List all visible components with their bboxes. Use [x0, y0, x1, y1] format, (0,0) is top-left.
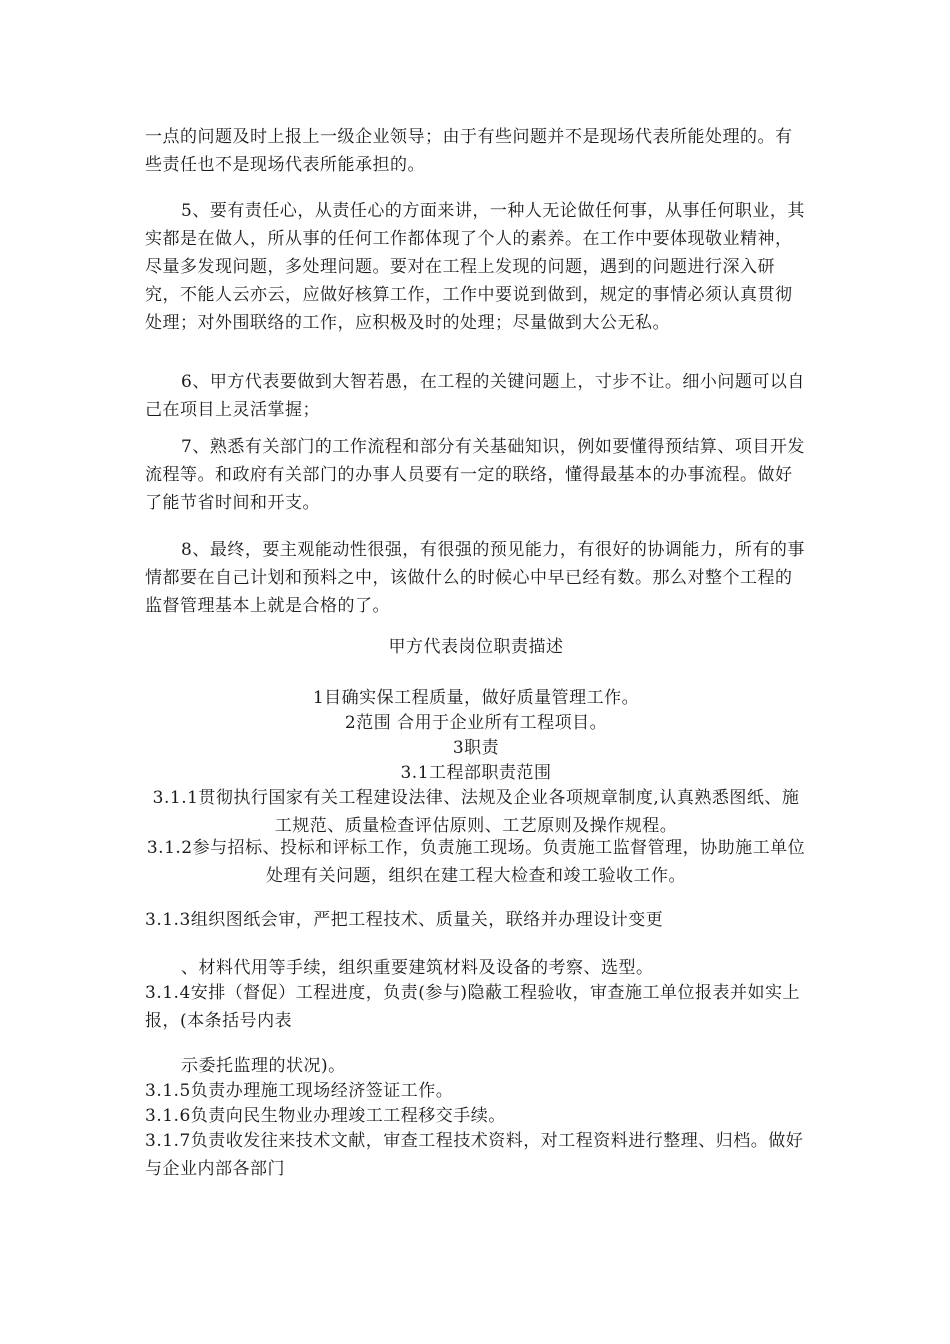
- paragraph-continuation: 一点的问题及时上报上一级企业领导；由于有些问题并不是现场代表所能处理的。有些责任也不是现场代表所能承担的。: [145, 127, 793, 175]
- section-line-2: 2范围 合用于企业所有工程项目。: [344, 713, 608, 733]
- section-line-3-1-2: 3.1.2参与招标、投标和评标工作，负责施工现场。负责施工监督管理，协助施工单位处理有关问题，组织在建工程大检查和竣工验收工作。: [146, 838, 806, 886]
- paragraph-item-6: 6、甲方代表要做到大智若愚，在工程的关键问题上，寸步不让。细小问题可以自己在项目上灵活掌握；: [145, 372, 805, 420]
- section-line-3-1-5: 3.1.5负责办理施工现场经济签证工作。: [145, 1081, 454, 1101]
- section-line-3-1-3: 3.1.3组织图纸会审，严把工程技术、质量关，联络并办理设计变更: [145, 910, 664, 930]
- section-title: 甲方代表岗位职责描述: [388, 637, 564, 657]
- paragraph-item-8: 8、最终，要主观能动性很强，有很强的预见能力，有很好的协调能力，所有的事情都要在自己计划和预料之中，该做什么的时候心中早已经有数。那么对整个工程的监督管理基本上就是合格的了。: [145, 540, 805, 616]
- section-line-3: 3职责: [452, 738, 500, 758]
- section-line-3-1-3-continued: 、材料代用等手续，组织重要建筑材料及设备的考察、选型。: [181, 958, 654, 978]
- paragraph-item-7: 7、熟悉有关部门的工作流程和部分有关基础知识，例如要懂得预结算、项目开发流程等。和政府有关部门的办事人员要有一定的联络，懂得最基本的办事流程。做好了能节省时间和开支。: [145, 437, 805, 513]
- section-line-3-1-7: 3.1.7负责收发往来技术文献，审查工程技术资料，对工程资料进行整理、归档。做好与企业内部各部门: [145, 1131, 804, 1179]
- section-line-3-1-1: 3.1.1贯彻执行国家有关工程建设法律、法规及企业各项规章制度,认真熟悉图纸、施工规范、质量检查评估原则、工艺原则及操作规程。: [152, 788, 800, 836]
- section-line-3-1: 3.1工程部职责范围: [400, 763, 552, 783]
- section-line-1: 1目确实保工程质量，做好质量管理工作。: [312, 688, 640, 708]
- section-line-3-1-6: 3.1.6负责向民生物业办理竣工工程移交手续。: [145, 1106, 506, 1126]
- section-line-3-1-4-continued: 示委托监理的状况)。: [181, 1056, 346, 1076]
- paragraph-item-5: 5、要有责任心，从责任心的方面来讲，一种人无论做任何事，从事任何职业，其实都是在做人，所从事的任何工作都体现了个人的素养。在工作中要体现敬业精神，尽量多发现问题，多处理问题。要对在工程上发现的问题，遇到的问题进行深入研究，不能人云亦云，应做好核算工作，工作中要说到做到，规定的事情必须认真贯彻处理；对外围联络的工作，应积极及时的处理；尽量做到大公无私。: [145, 201, 805, 333]
- section-line-3-1-4: 3.1.4安排（督促）工程进度，负责(参与)隐蔽工程验收，审查施工单位报表并如实上报，(本条括号内表: [145, 983, 801, 1031]
